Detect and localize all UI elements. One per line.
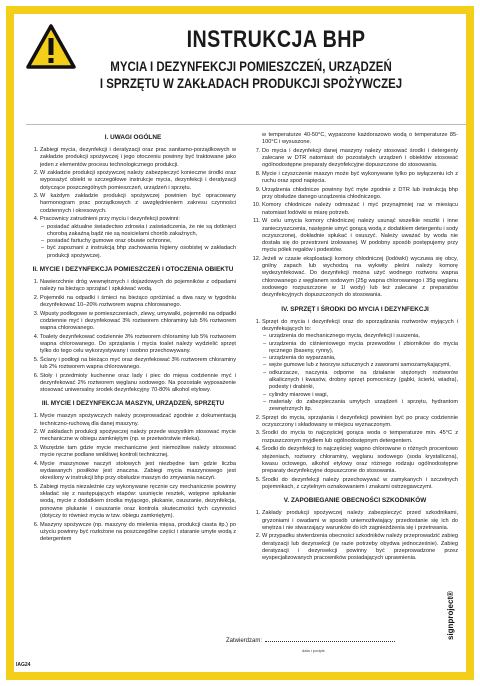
list-item: 2. W zakładach produkcji spożywczej należy przede wszystkim stosować mycie mechaniczne w obiegu zamkniętym (np. w przetwórstwie mleka). xyxy=(40,429,236,444)
brand-mark: signproject® xyxy=(446,590,455,640)
approval-label: Zatwierdzam: xyxy=(226,638,263,644)
sub-list xyxy=(262,333,458,413)
list-item: 3. Wszędzie tam gdzie mycie mechaniczne jest niemożliwe należy stosować mycie ręczne podlane wnikliwej kontroli technicznej. xyxy=(40,445,236,460)
left-column xyxy=(30,132,236,549)
sub-list-item: – urządzenia do wyparzania, xyxy=(269,355,458,362)
section-2-list xyxy=(30,279,236,394)
list-item: 1. Zabiegi mycia, dezynfekcji i deratyzacji oraz prac sanitarno-porządkowych w zakładzie produkcji spożywczej i jego otoczeniu powinny być traktowane jako jeden z elementów procesu technologicznego produkcji. xyxy=(40,147,236,169)
header xyxy=(26,24,466,124)
list-item: 1. Nawierzchnie dróg wewnętrznych i dojazdowych do pojemników z odpadami należy na bieżąco sprzątać i spłukiwać wodą. xyxy=(40,279,236,294)
list-item: 7. Do mycia i dezynfekcji danej maszyny należy stosować środki i detergenty zalecane w DTR natomiast do pozostałych urządzeń i obiektów stosować ogólnodostępne preparaty dezynfekcyjne dopuszczone do stosowania. xyxy=(262,148,458,170)
list-item xyxy=(40,216,236,260)
list-item: 6. Stoły i przedmioty kuchenne oraz lady i piec do mięsa codziennie myć i dezynfekować 2% roztworem węglanu sodowego. Na pozostałe wyposażenie stosować uniwersalny środek dezynfekcyjny 70-80% alkohol etylowy. xyxy=(40,373,236,395)
continued-text: w temperaturze 40-50°C, wyparzone każdorazowo wodą o temperaturze 85-100°C i wysuszone. xyxy=(262,132,458,146)
section-1-list xyxy=(30,147,236,260)
sub-list-item: – odkurzacze, naczynia odporne na działanie stężonych roztworów alkalicznych i kwasów, drobny sprzęt pomocniczy (gąbki, ścierki, wiadra), podesty i drabinki, xyxy=(269,370,458,392)
list-item: 2. W zakładzie produkcji spożywczej należy zabezpieczyć konieczne środki oraz wyposażyć obiekt w szczegółowe instrukcje mycia, dezynfekcji i deratyzacji dotyczące poszczególnych pomieszczeń, urządzeń i sprzętu. xyxy=(40,170,236,192)
list-item: 10. Komory chłodnicze należy odmrażać i myć przynajmniej raz w miesiącu natomiast lodówki w miarę potrzeb. xyxy=(262,202,458,217)
list-item: 5. Zabiegi mycia niezależnie czy wykonywane ręcznie czy mechanicznie powinny składać się z następujących etapów: usunięcie resztek, wstępne spłukanie wodą, mycie z dodatkiem środka myjącego, płukanie, osuszanie, dezynfekcja, ponowne płukanie i osuszanie oraz kontrola skuteczności tych czynności (dotyczy to również mycia w tzw. obiegu zamkniętym). xyxy=(40,484,236,520)
list-item: 2. W przypadku stwierdzenia obecności szkodników należy przeprowadzić zabieg deratyzacji lub dezynsekcji (w razie potrzeby obydwa jednocześnie). Zabieg deratyzacji i dezynsekcji powinny być przeprowadzone przez wyspecjalizowanych pracowników posiadających uprawnienia. xyxy=(262,533,458,562)
section-title: I. UWAGI OGÓLNE xyxy=(104,134,162,141)
section-4-list xyxy=(252,319,458,492)
list-item: 12. Jeżeli w czasie eksploatacji komory chłodniczej (lodówki) wyczuwa się obcy, gnilny zapach lub wychodzą na wykwity pleśni należy komorę wydezynfekować. Do dezynfekcji można użyć wodnego roztworu wapna chlorowanego z węglanem sodowym (25g wapna chlorowanego i 35g węglanu sodowego rozpuszczone w 1l wody) lub też zalecane z preparatów dezynfekcyjnych dopuszczonych do stosowania. xyxy=(262,256,458,300)
section-title: IV. SPRZĘT I ŚRODKI DO MYCIA I DEZYNFEKCJI xyxy=(281,305,429,313)
approval-signature-line xyxy=(226,638,395,653)
sub-list-item: – być zapoznani z instrukcją bhp zachowania higieny osobistej w zakładach produkcji spożywczej. xyxy=(47,245,236,260)
list-item: 11. W celu umycia komory chłodniczej należy usunąć wszelkie resztki i inne zanieczyszczenia, następnie umyć gorącą wodą z dodatkiem detergentu i sody oczyszczonej, dokładnie spłukać i osuszyć. Należy uważać by woda nie dostała się do przestrzeni izolowanej. W podobny sposób postępujemy przy myciu półek regałów i podestów. xyxy=(262,218,458,254)
list-item: 1. Mycie maszyn spożywczych należy przeprowadzać zgodnie z dokumentacją techniczno-ruchową dla danej maszyny. xyxy=(40,413,236,428)
sub-list-item: – posiadać fartuchy gumowe oraz obuwie ochronne, xyxy=(47,238,236,245)
sub-list-item: – węże gumowe lub z tworzyw sztucznych z zaworami samozamykającymi, xyxy=(269,362,458,369)
subtitle-line-2: I SPRZĘTU W ZAKŁADACH PRODUKCJI SPOŻYWCZEJ xyxy=(99,75,403,91)
list-item: 4. Mycie maszynowe naczyń stołowych jest niezbędne tam gdzie liczba wydawanych posiłków jest znaczna. Zabiegi mycia maszynowego jest określony w instrukcji bhp przy obsłudze maszyn do zmywania naczyń. xyxy=(40,461,236,483)
list-item: 4. Toalety dezynfekować codziennie 3% roztworem chloraminy lub 5% roztworem wapna chlorowanego. Do sprzątania i mycia toalet należy wydzielić sprzęt tylko do tego celu wykorzystywany i osobno przechowywany. xyxy=(40,334,236,356)
list-item-text: Sprzęt do mycia i dezynfekcji oraz do sporządzania roztworów myjących i dezynfekujących to: xyxy=(262,318,458,332)
sign-frame xyxy=(6,6,474,680)
list-item: 8. Mycie i czyszczenie maszyn może być wykonywane tylko po wyłączeniu ich z ruchu oraz spod napięcia. xyxy=(262,171,458,186)
signature-dotted-line xyxy=(265,641,395,642)
sub-list-item: – materiały do zabezpieczania umytych urządzeń i sprzętu, hydrantom zewnętrznych itp. xyxy=(269,399,458,414)
page-title: INSTRUKCJA BHP xyxy=(186,26,366,53)
header-divider xyxy=(26,124,466,125)
sub-list xyxy=(40,224,236,260)
section-3-list xyxy=(30,413,236,543)
section-title: II. MYCIE I DEZYNFEKCJA POMIESZCZEŃ I OTOCZENIA OBIEKTU xyxy=(32,266,234,274)
sub-list-item: – urządzenia do mechanicznego mycia, dezynfekcji i suszenia, xyxy=(269,333,458,340)
page-subtitle xyxy=(75,58,428,92)
list-item xyxy=(262,319,458,414)
section-title: V. ZAPOBIEGANIE OBECNOŚCI SZKODNIKÓW xyxy=(283,497,427,505)
list-item: 1. Zakłady produkcji spożywczej należy zabezpieczyć przed szkodnikami, gryzoniami i owadami w sposób uniemożliwiający przedostanie się ich do wnętrza i nie stwarzający warunków do ich zagnieżdżenia się i przetrwania. xyxy=(262,510,458,532)
list-item: 2. Pojemniki na odpadki i śmieci na bieżąco opróżniać a dwa razy w tygodniu dezynfekować 10–20% roztworem wapna chlorowanego. xyxy=(40,295,236,310)
sub-list-item: – posiadać aktualne świadectwo zdrowia i zaświadczenia, że nie są dotknięci chorobą zakaźną bądź nie są nosicielami chorób zakaźnych, xyxy=(47,224,236,239)
list-item: 4. Środki do dezynfekcji to najczęściej: wapno chlorowane o różnych procentowo stężeniach, roztwory chloraminy, węglanu sodowego (soda krystaliczna), kwasu octowego, alkohol etylowy oraz różnego rodzaju ogólnodostępne preparaty dezynfekcyjne dopuszczone do stosowania. xyxy=(262,446,458,475)
list-item: 2. Sprzęt do mycia, sprzątania i dezynfekcji powinien być po pracy codziennie oczyszczony i składowany w miejscu wyznaczonym. xyxy=(262,415,458,430)
subtitle-line-1: MYCIA I DEZYNFEKCJI POMIESZCZEŃ, URZĄDZEŃ xyxy=(110,58,392,74)
list-item: 5. Środki do dezynfekcji należy przechowywać w zamykanych i szczelnych pojemnikach, z czytelnym oznakowaniem i znakami ostrzegawczymi. xyxy=(262,477,458,492)
list-item: 9. Urządzenia chłodnicze powinny być myte zgodnie z DTR lub instrukcją bhp przy obsłudze danego urządzenia chłodniczego. xyxy=(262,187,458,202)
section-3-list-continued xyxy=(252,148,458,300)
section-title: III. MYCIE I DEZYNFEKCJA MASZYN, URZĄDZEŃ, SPRZĘTU xyxy=(41,400,225,408)
right-column xyxy=(252,132,458,569)
list-item: 5. Ściany i podłogi na bieżąco myć oraz dezynfekować 3% roztworem chloraminy lub 2% roztworem wapna chlorowanego. xyxy=(40,357,236,372)
date-sign-caption: data i podpis xyxy=(302,648,325,653)
warning-triangle-icon xyxy=(26,24,76,70)
sub-list-item: – urządzenia do ciśnieniowego mycia przewodów i zbiorników do mycia ręcznego (baseny, rynny), xyxy=(269,341,458,356)
sub-list-item: – cylindry miarowe i wagi, xyxy=(269,392,458,399)
document-code: IAG24 xyxy=(16,662,31,668)
list-item: 6. Maszyny spożywcze (np. maszyny do mielenia mięsa, produkcji ciasta itp.) po użyciu powinny być rozłożone na poszczególne części i staranie umyte wodą z detergentem xyxy=(40,522,236,544)
list-item: 3. Wpusty podłogowe w pomieszczeniach, zlewy, umywalki, pojemniki na odpadki codziennie myć i dezynfekować 3% roztworem chloraminy lub 5% roztworem wapna chlorowanego. xyxy=(40,311,236,333)
list-item: 3. Środki do mycia to najczęściej gorąca woda o temperaturze min. 45°C z rozpuszczonym myjdłem lub ogólnodostępnym detergentem. xyxy=(262,430,458,445)
list-item-text: Pracownicy zatrudnieni przy myciu i dezynfekcji powinni: xyxy=(40,216,180,223)
list-item: 3. W każdym zakładzie produkcji spożywczej powinien być opracowany harmonogram prac porządkowych z uwzględnieniem zakresu czynności codziennych i okresowych. xyxy=(40,193,236,215)
section-5-list xyxy=(252,510,458,562)
content-columns xyxy=(30,132,466,642)
